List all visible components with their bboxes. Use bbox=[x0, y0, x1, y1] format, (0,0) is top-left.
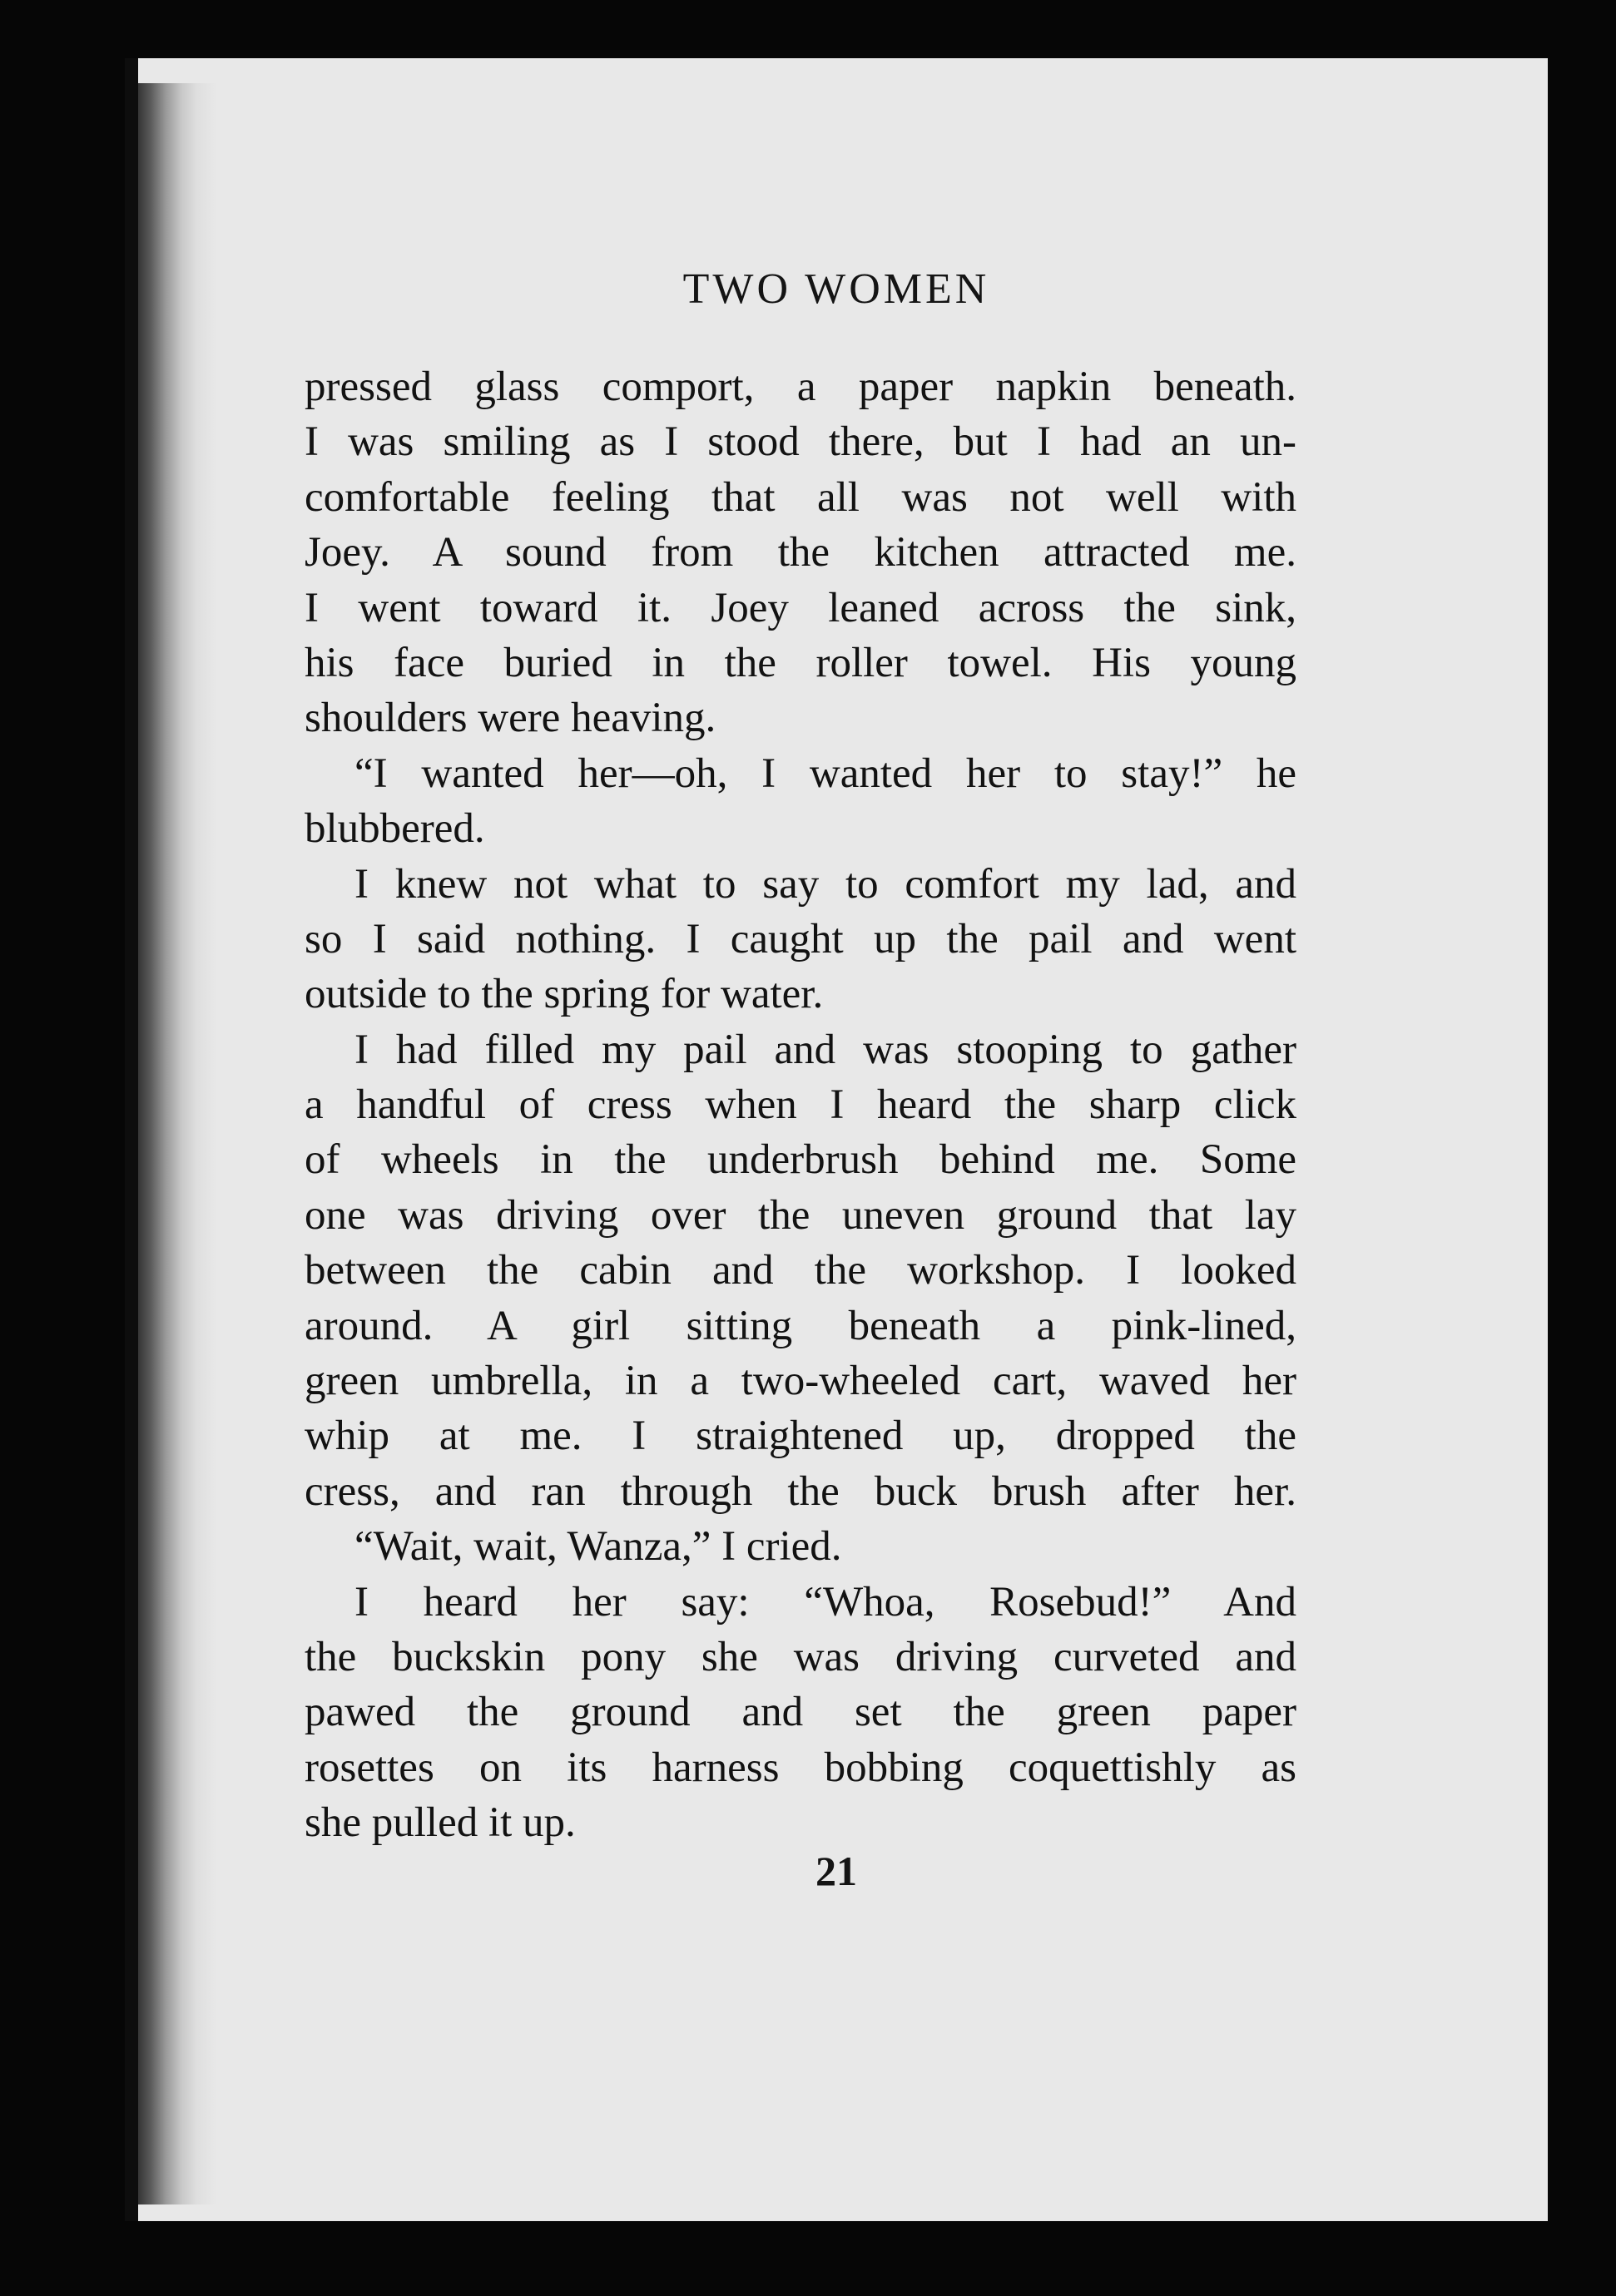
text-line: rosettes on its harness bobbing coquettishly as bbox=[305, 1744, 1296, 1791]
text-line: blubbered. bbox=[305, 805, 485, 853]
binding-edge bbox=[125, 58, 138, 2221]
text-line: I went toward it. Joey leaned across the sink, bbox=[305, 584, 1296, 631]
text-line: between the cabin and the workshop. I looked bbox=[305, 1247, 1296, 1294]
text-line: the buckskin pony she was driving curveted and bbox=[305, 1633, 1296, 1680]
text-line: one was driving over the uneven ground that lay bbox=[305, 1191, 1296, 1239]
text-line: I had filled my pail and was stooping to gather bbox=[354, 1026, 1296, 1073]
text-line: outside to the spring for water. bbox=[305, 971, 824, 1018]
text-line: I was smiling as I stood there, but I had an un- bbox=[305, 418, 1296, 466]
text-line: of wheels in the underbrush behind me. Some bbox=[305, 1136, 1296, 1184]
text-line: “I wanted her—oh, I wanted her to stay!” he bbox=[354, 750, 1296, 797]
text-line: comfortable feeling that all was not well with bbox=[305, 473, 1296, 521]
body-text bbox=[305, 359, 1296, 1851]
text-line: shoulders were heaving. bbox=[305, 695, 716, 742]
text-line: pressed glass comport, a paper napkin beneath. bbox=[305, 364, 1296, 410]
text-line: his face buried in the roller towel. His young bbox=[305, 639, 1296, 686]
text-line: I heard her say: “Whoa, Rosebud!” And bbox=[354, 1578, 1296, 1626]
text-line: “Wait, wait, Wanza,” I cried. bbox=[354, 1523, 842, 1571]
text-line: pawed the ground and set the green paper bbox=[305, 1689, 1296, 1736]
text-line: she pulled it up. bbox=[305, 1799, 576, 1847]
text-line: whip at me. I straightened up, dropped the bbox=[305, 1413, 1296, 1460]
text-line: I knew not what to say to comfort my lad, and bbox=[354, 860, 1296, 908]
text-line: a handful of cress when I heard the sharp click bbox=[305, 1081, 1296, 1129]
running-head: TWO WOMEN bbox=[682, 265, 990, 313]
text-line: cress, and ran through the buck brush after her. bbox=[305, 1467, 1296, 1515]
text-line: around. A girl sitting beneath a pink-lined, bbox=[305, 1302, 1296, 1349]
text-line: green umbrella, in a two-wheeled cart, waved her bbox=[305, 1358, 1296, 1405]
text-line: Joey. A sound from the kitchen attracted me. bbox=[305, 529, 1296, 576]
text-line: so I said nothing. I caught up the pail and went bbox=[305, 915, 1296, 962]
page-number: 21 bbox=[815, 1848, 857, 1894]
